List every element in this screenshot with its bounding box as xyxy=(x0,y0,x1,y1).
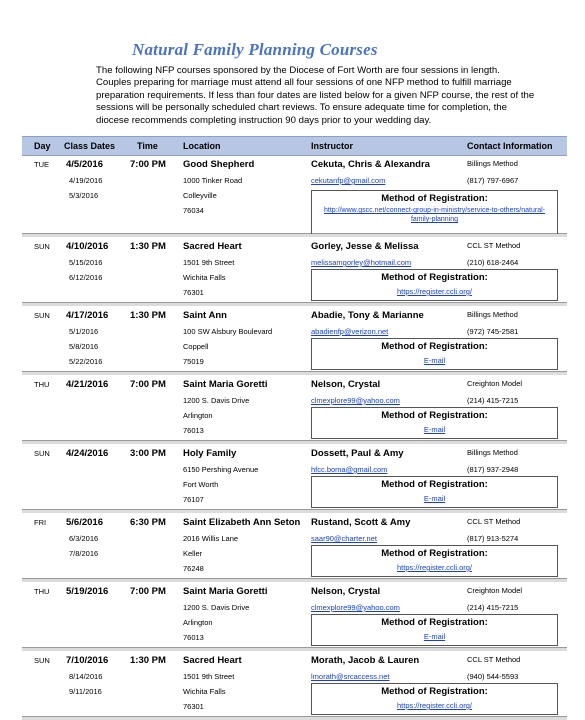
time-cell: 7:00 PM xyxy=(130,586,166,597)
location-zip: 76013 xyxy=(183,633,204,642)
location-address: 1000 Tinker Road xyxy=(183,176,243,185)
day-cell: FRI xyxy=(34,518,47,527)
table-row xyxy=(22,376,567,441)
instructor-name: Morath, Jacob & Lauren xyxy=(311,655,420,666)
instructor-name: Cekuta, Chris & Alexandra xyxy=(311,159,430,170)
location-address: 2016 Willis Lane xyxy=(183,534,239,543)
contact-phone: (972) 745-2581 xyxy=(467,327,519,336)
location-name: Sacred Heart xyxy=(183,655,242,666)
registration-label: Method of Registration: xyxy=(381,272,488,283)
registration-box xyxy=(311,269,558,301)
header-day: Day xyxy=(34,141,51,151)
instructor-name: Abadie, Tony & Marianne xyxy=(311,310,424,321)
instructor-email-link[interactable]: saar90@charter.net xyxy=(311,534,377,543)
instructor-email-link[interactable]: abadienfp@verizon.net xyxy=(311,327,389,336)
location-zip: 76034 xyxy=(183,206,204,215)
instructor-email-link[interactable]: melissamgorley@hotmail.com xyxy=(311,258,412,267)
method-name: Billings Method xyxy=(467,448,518,457)
location-address: 1501 9th Street xyxy=(183,258,235,267)
class-date-3: 5/3/2016 xyxy=(69,191,99,200)
location-city: Arlington xyxy=(183,618,213,627)
day-cell: THU xyxy=(34,587,50,596)
instructor-email-link[interactable]: clmexplore99@yahoo.com xyxy=(311,603,400,612)
location-address: 6150 Pershing Avenue xyxy=(183,465,259,474)
class-date-2: 6/3/2016 xyxy=(69,534,99,543)
class-date-1: 4/21/2016 xyxy=(66,379,109,390)
registration-link[interactable]: https://register.ccli.org/ xyxy=(396,563,473,572)
class-date-3: 5/8/2016 xyxy=(69,342,99,351)
day-cell: SUN xyxy=(34,311,50,320)
day-cell: SUN xyxy=(34,449,50,458)
location-zip: 76107 xyxy=(183,495,204,504)
location-zip: 76301 xyxy=(183,288,204,297)
registration-label: Method of Registration: xyxy=(381,193,488,204)
time-cell: 7:00 PM xyxy=(130,379,166,390)
table-row xyxy=(22,583,567,648)
instructor-name: Dossett, Paul & Amy xyxy=(311,448,404,459)
registration-box xyxy=(311,476,558,508)
contact-phone: (214) 415-7215 xyxy=(467,396,519,405)
location-name: Sacred Heart xyxy=(183,241,242,252)
day-cell: THU xyxy=(34,380,50,389)
contact-phone: (210) 618-2464 xyxy=(467,258,519,267)
registration-box xyxy=(311,407,558,439)
header-class-dates: Class Dates xyxy=(64,141,116,151)
location-name: Good Shepherd xyxy=(183,159,255,170)
class-date-3: 6/12/2016 xyxy=(69,273,103,282)
registration-box xyxy=(311,683,558,715)
course-table xyxy=(22,136,567,717)
table-row xyxy=(22,307,567,372)
page-title: Natural Family Planning Courses xyxy=(132,40,378,59)
class-date-1: 4/24/2016 xyxy=(66,448,109,459)
header-location: Location xyxy=(183,141,221,151)
registration-link[interactable]: https://register.ccli.org/ xyxy=(396,701,473,710)
location-address: 1200 S. Davis Drive xyxy=(183,603,250,612)
location-zip: 76248 xyxy=(183,564,204,573)
location-address: 1501 9th Street xyxy=(183,672,235,681)
time-cell: 3:00 PM xyxy=(130,448,166,459)
location-city: Arlington xyxy=(183,411,213,420)
registration-link[interactable]: E-mail xyxy=(423,494,446,503)
day-cell: TUE xyxy=(34,160,49,169)
registration-link[interactable]: E-mail xyxy=(423,356,446,365)
instructor-name: Nelson, Crystal xyxy=(311,379,381,390)
table-row xyxy=(22,652,567,717)
table-row xyxy=(22,156,567,234)
header-time: Time xyxy=(137,141,158,151)
class-date-2: 5/1/2016 xyxy=(69,327,99,336)
instructor-email-link[interactable]: clmexplore99@yahoo.com xyxy=(311,396,400,405)
day-cell: SUN xyxy=(34,656,50,665)
registration-box xyxy=(311,338,558,370)
location-zip: 76301 xyxy=(183,702,204,711)
instructor-email-link[interactable]: lmorath@srcaccess.net xyxy=(311,672,390,681)
contact-phone: (817) 913-5274 xyxy=(467,534,519,543)
method-name: Billings Method xyxy=(467,310,518,319)
method-name: Creighton Model xyxy=(467,586,523,595)
day-cell: SUN xyxy=(34,242,50,251)
method-name: CCL ST Method xyxy=(467,517,521,526)
instructor-name: Rustand, Scott & Amy xyxy=(311,517,411,528)
location-zip: 75019 xyxy=(183,357,204,366)
instructor-name: Gorley, Jesse & Melissa xyxy=(311,241,419,252)
method-name: Billings Method xyxy=(467,159,518,168)
instructor-email-link[interactable]: hfcc.boma@gmail.com xyxy=(311,465,388,474)
location-name: Saint Elizabeth Ann Seton xyxy=(183,517,301,528)
registration-box xyxy=(311,190,558,235)
class-date-3: 9/11/2016 xyxy=(69,687,102,696)
method-name: CCL ST Method xyxy=(467,655,521,664)
class-date-2: 4/19/2016 xyxy=(69,176,103,185)
header-instructor: Instructor xyxy=(311,141,354,151)
registration-link[interactable]: http://www.gscc.net/connect-group-in-ministry/service-to-others/natural-family-planning xyxy=(324,207,545,223)
table-body xyxy=(22,156,567,717)
time-cell: 1:30 PM xyxy=(130,241,166,252)
class-date-1: 4/5/2016 xyxy=(66,159,103,170)
table-row xyxy=(22,238,567,303)
location-city: Wichita Falls xyxy=(183,273,226,282)
instructor-email-link[interactable]: cekutanfp@gmail.com xyxy=(311,176,386,185)
registration-box xyxy=(311,614,558,646)
registration-label: Method of Registration: xyxy=(381,548,488,559)
contact-phone: (817) 937-2948 xyxy=(467,465,519,474)
method-name: Creighton Model xyxy=(467,379,523,388)
method-name: CCL ST Method xyxy=(467,241,521,250)
class-date-1: 7/10/2016 xyxy=(66,655,109,666)
registration-label: Method of Registration: xyxy=(381,617,488,628)
contact-phone: (214) 415-7215 xyxy=(467,603,519,612)
class-date-1: 4/10/2016 xyxy=(66,241,109,252)
location-name: Saint Maria Goretti xyxy=(183,586,268,597)
class-date-2: 8/14/2016 xyxy=(69,672,103,681)
registration-label: Method of Registration: xyxy=(381,479,488,490)
table-row xyxy=(22,514,567,579)
registration-link[interactable]: E-mail xyxy=(423,425,446,434)
class-date-4: 5/22/2016 xyxy=(69,357,103,366)
registration-label: Method of Registration: xyxy=(381,410,488,421)
registration-link[interactable]: https://register.ccli.org/ xyxy=(396,287,473,296)
registration-label: Method of Registration: xyxy=(381,686,488,697)
location-zip: 76013 xyxy=(183,426,204,435)
class-date-2: 5/15/2016 xyxy=(69,258,103,267)
location-name: Saint Maria Goretti xyxy=(183,379,268,390)
location-city: Colleyville xyxy=(183,191,217,200)
table-header xyxy=(22,136,567,156)
location-address: 1200 S. Davis Drive xyxy=(183,396,250,405)
class-date-3: 7/8/2016 xyxy=(69,549,99,558)
class-date-1: 4/17/2016 xyxy=(66,310,109,321)
location-city: Wichita Falls xyxy=(183,687,226,696)
time-cell: 1:30 PM xyxy=(130,655,166,666)
time-cell: 1:30 PM xyxy=(130,310,166,321)
location-city: Fort Worth xyxy=(183,480,219,489)
location-name: Saint Ann xyxy=(183,310,227,321)
class-date-1: 5/6/2016 xyxy=(66,517,103,528)
instructor-name: Nelson, Crystal xyxy=(311,586,381,597)
location-address: 100 SW Alsbury Boulevard xyxy=(183,327,273,336)
registration-label: Method of Registration: xyxy=(381,341,488,352)
time-cell: 7:00 PM xyxy=(130,159,166,170)
registration-box xyxy=(311,545,558,577)
contact-phone: (940) 544-5593 xyxy=(467,672,519,681)
time-cell: 6:30 PM xyxy=(130,517,166,528)
class-date-1: 5/19/2016 xyxy=(66,586,109,597)
registration-link[interactable]: E-mail xyxy=(423,632,446,641)
contact-phone: (817) 797-6967 xyxy=(467,176,519,185)
intro-paragraph: The following NFP courses sponsored by the Diocese of Fort Worth are four sessions in length. Couples preparing for marriage must attend all four sessions of one NFP method to fulfill marriage preparation requirements. If less than four dates are listed below for a given NFP course, the rest of the sessions will be personally scheduled chart reviews. To ensure adequate time for completion, the diocese recommends completing instruction 90 days prior to your wedding day. xyxy=(96,65,535,126)
location-city: Keller xyxy=(183,549,203,558)
location-name: Holy Family xyxy=(183,448,237,459)
location-city: Coppell xyxy=(183,342,209,351)
table-row xyxy=(22,445,567,510)
header-contact: Contact Information xyxy=(467,141,553,151)
